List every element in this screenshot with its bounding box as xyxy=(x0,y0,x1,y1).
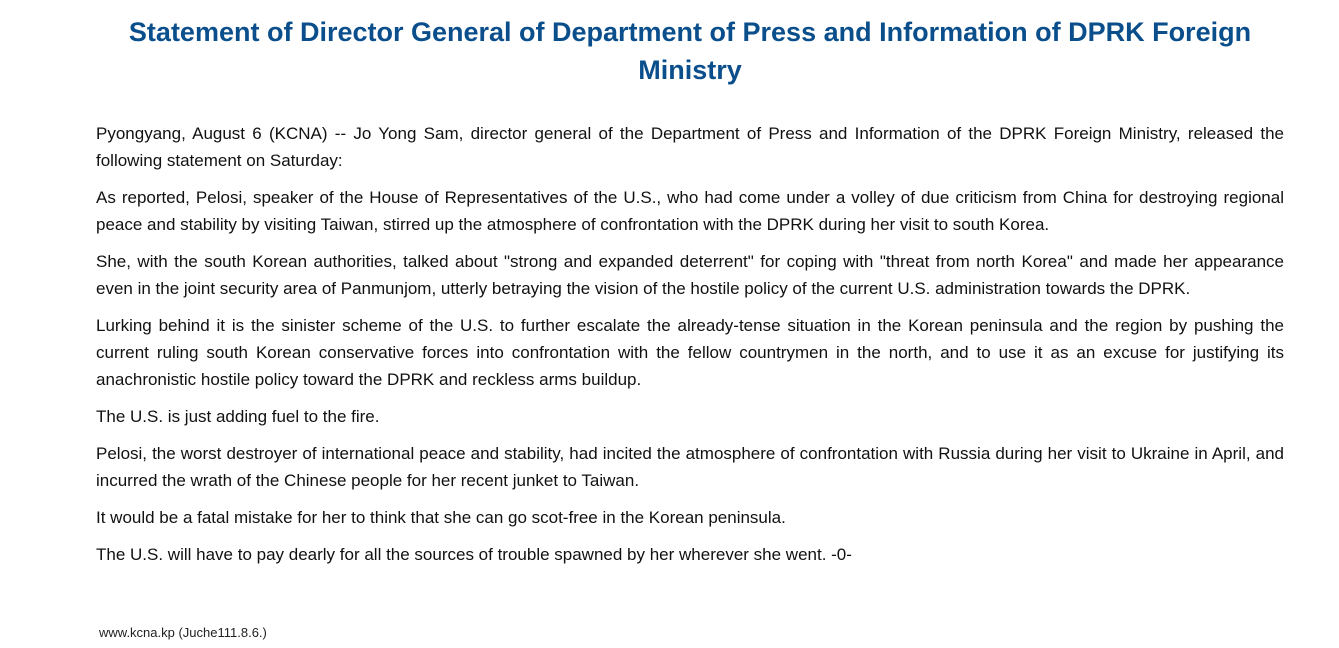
article-paragraph: Pelosi, the worst destroyer of international peace and stability, had incited the atmosphere of confrontation with Russia during her visit to Ukraine in April, and incurred the wrath of the Chinese people for her recent junket to Taiwan. xyxy=(96,444,1284,490)
source-footer: www.kcna.kp (Juche111.8.6.) xyxy=(99,625,267,640)
article-paragraph: The U.S. will have to pay dearly for all the sources of trouble spawned by her wherever she went. -0- xyxy=(96,545,852,564)
article-paragraph: Lurking behind it is the sinister scheme of the U.S. to further escalate the already-tense situation in the Korean peninsula and the region by pushing the current ruling south Korean conservative forces into confrontation with the fellow countrymen in the north, and to use it as an excuse for justifying its anachronistic hostile policy toward the DPRK and reckless arms buildup. xyxy=(96,316,1284,389)
article-title: Statement of Director General of Department of Press and Information of DPRK Foreign Ministry xyxy=(128,17,1252,85)
article-paragraph: As reported, Pelosi, speaker of the House of Representatives of the U.S., who had come under a volley of due criticism from China for destroying regional peace and stability by visiting Taiwan, stirred up the atmosphere of confrontation with the DPRK during her visit to south Korea. xyxy=(96,188,1284,234)
article-body xyxy=(96,120,1284,578)
article-paragraph: She, with the south Korean authorities, talked about "strong and expanded deterrent" for coping with "threat from north Korea" and made her appearance even in the joint security area of Panmunjom, utterly betraying the vision of the hostile policy of the current U.S. administration towards the DPRK. xyxy=(96,252,1284,298)
article-paragraph: Pyongyang, August 6 (KCNA) -- Jo Yong Sam, director general of the Department of Press and Information of the DPRK Foreign Ministry, released the following statement on Saturday: xyxy=(96,124,1284,170)
article-paragraph: The U.S. is just adding fuel to the fire. xyxy=(96,407,380,426)
article-paragraph: It would be a fatal mistake for her to think that she can go scot-free in the Korean peninsula. xyxy=(96,508,786,527)
